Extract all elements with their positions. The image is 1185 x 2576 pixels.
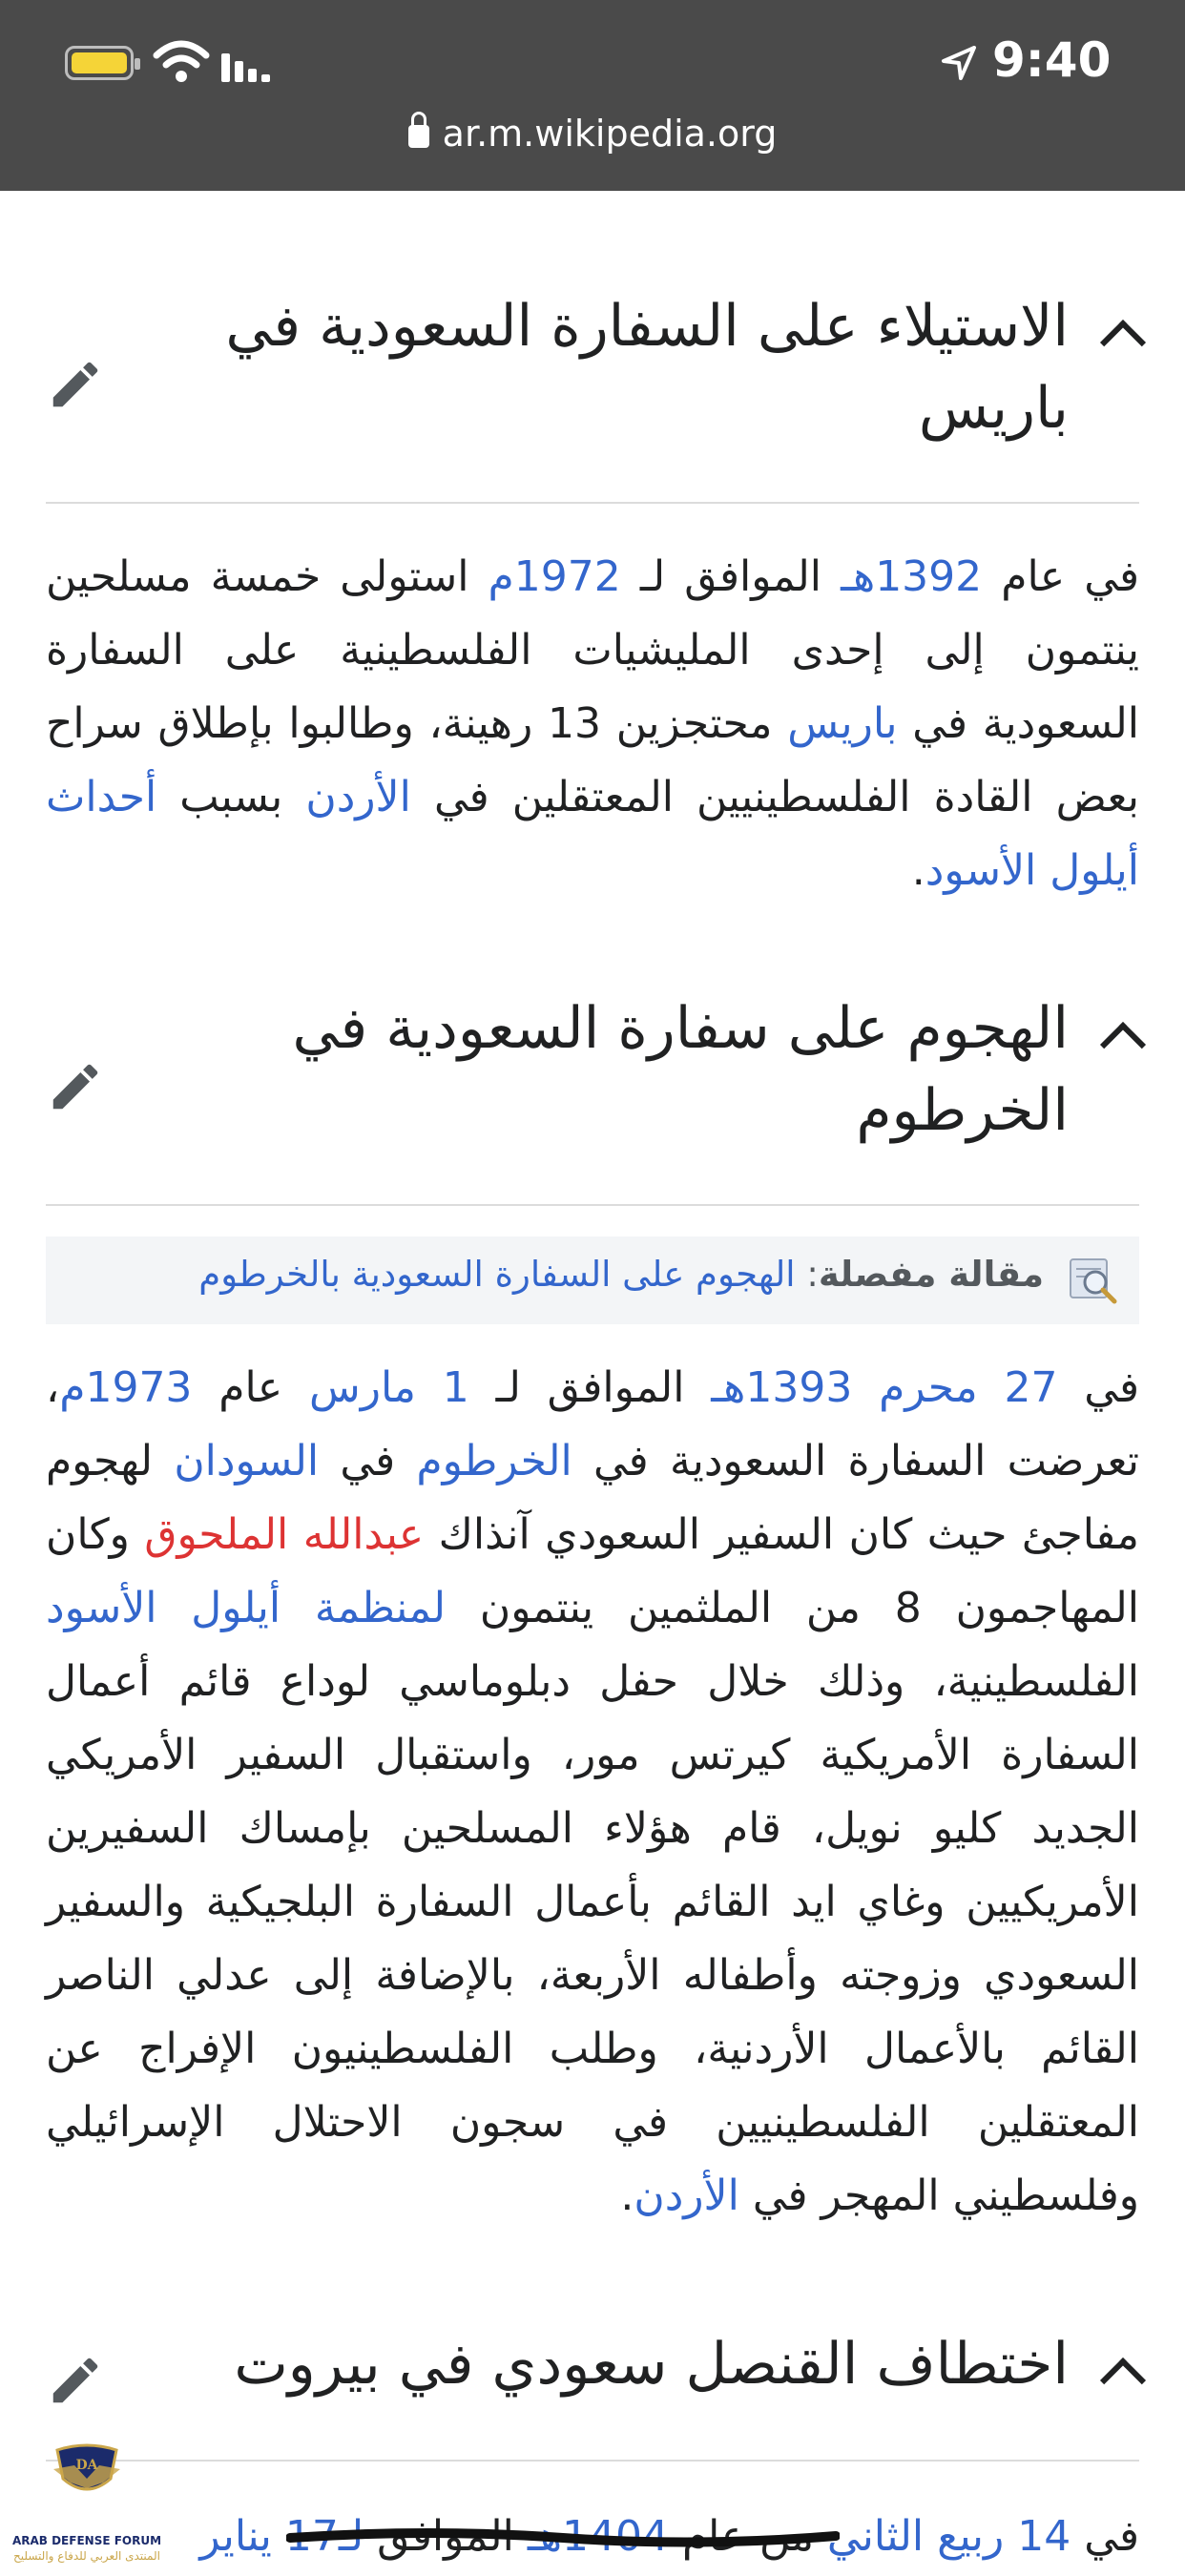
link-1973[interactable]: 1973م [59, 1363, 193, 1412]
collapse-chevron-icon[interactable] [1100, 320, 1146, 365]
collapse-chevron-icon[interactable] [1100, 1022, 1146, 1068]
watermark-title: ARAB DEFENSE FORUM [11, 2534, 162, 2547]
link-17-january[interactable]: لـ17 يناير [199, 2512, 364, 2561]
hatnote-link[interactable]: الهجوم على السفارة السعودية بالخرطوم [198, 1254, 796, 1295]
url-text: ar.m.wikipedia.org [442, 113, 778, 155]
link-1-march[interactable]: 1 مارس [308, 1363, 469, 1412]
section-heading-beirut[interactable] [46, 2324, 1139, 2462]
eagle-shield-icon [53, 2441, 120, 2503]
article-content [0, 191, 1185, 2565]
section-title: اختطاف القنصل سعودي في بيروت [234, 2331, 1069, 2398]
link-jordan[interactable]: الأردن [305, 773, 411, 821]
hatnote-text: مقالة مفصلة: الهجوم على السفارة السعودية بالخرطوم [198, 1254, 1044, 1295]
wifi-icon [153, 38, 210, 84]
link-1392h[interactable]: 1392هـ [841, 552, 983, 601]
edit-pencil-icon[interactable] [46, 355, 105, 414]
battery-icon [65, 46, 134, 80]
clock: 9:40 [992, 32, 1112, 88]
edit-pencil-icon[interactable] [46, 1057, 105, 1116]
link-black-september-events[interactable]: أحداث أيلول الأسود [46, 773, 1139, 895]
watermark-logo [6, 2433, 168, 2565]
lock-icon [408, 125, 429, 148]
main-article-icon [1067, 1254, 1120, 1307]
main-article-hatnote [46, 1236, 1139, 1324]
link-paris[interactable]: باريس [787, 699, 898, 748]
link-1393h[interactable]: 1393هـ [711, 1363, 853, 1412]
svg-text:DA: DA [75, 2458, 98, 2473]
link-khartoum[interactable]: الخرطوم [416, 1437, 572, 1485]
scribble-overlay [286, 2526, 840, 2547]
address-bar[interactable] [0, 113, 1185, 155]
link-jordan[interactable]: الأردن [634, 2171, 739, 2220]
link-sudan[interactable]: السودان [174, 1437, 320, 1485]
section-heading-khartoum[interactable] [46, 988, 1139, 1206]
cellular-signal-icon [221, 53, 275, 82]
paragraph-paris: في عام 1392هـ الموافق لـ 1972م استولى خمسة مسلحين ينتمون إلى إحدى المليشيات الفلسطينية على السفارة السعودية في باريس محتجزين 13 رهينة، وطالبوا بإطلاق سراح بعض القادة الفلسطينيين المعتقلين في الأردن بسبب أحداث أيلول الأسود. [46, 552, 1140, 895]
redlink-abdullah-almalhouq[interactable]: عبدالله الملحوق [144, 1510, 425, 1559]
link-black-september-organization[interactable]: لمنظمة أيلول الأسود [46, 1584, 447, 1632]
section-heading-paris[interactable] [46, 286, 1139, 504]
link-1972[interactable]: 1972م [488, 552, 621, 601]
section-title-line2: الخرطوم [856, 1077, 1069, 1144]
paragraph-khartoum: في 27 محرم 1393هـ الموافق لـ 1 مارس عام 1973م، تعرضت السفارة السعودية في الخرطوم في السودان لهجوم مفاجئ حيث كان السفير السعودي آنذاك عبدالله الملحوق وكان المهاجمون 8 من الملثمين ينتمون لمنظمة أيلول الأسود الفلسطينية، وذلك خلال حفل دبلوماسي لوداع قائم أعمال السفارة الأمريكية كيرتس مور، واستقبال السفير الأمريكي الجديد كليو نويل، قام هؤلاء المسلحين بإمساك السفيرين الأمريكيين وغاي ايد القائم بأعمال السفارة البلجيكية والسفير السعودي وزوجته وأطفاله الأربعة، بالإضافة إلى عدلي الناصر القائم بالأعمال الأردنية، وطلب الفلسطينيون الإفراج عن المعتقلين الفلسطينيين في سجون الاحتلال الإسرائيلي وفلسطيني المهجر في الأردن. [46, 1363, 1140, 2220]
link-14-rabi-al-thani[interactable]: 14 ربيع الثاني [826, 2512, 1071, 2561]
edit-pencil-icon[interactable] [46, 2351, 105, 2410]
browser-top-bar [0, 0, 1185, 191]
section-title-line2: باريس [918, 375, 1069, 442]
section-title: الهجوم على سفارة السعودية في [292, 995, 1069, 1062]
section-title: الاستيلاء على السفارة السعودية في [225, 293, 1069, 360]
watermark-subtitle: المنتدى العربي للدفاع والتسليح [13, 2549, 160, 2563]
collapse-chevron-icon[interactable] [1100, 2358, 1146, 2403]
link-27-muharram[interactable]: 27 محرم [879, 1363, 1058, 1412]
link-1404h[interactable]: 1404هـ [527, 2512, 669, 2561]
paragraph-beirut: في 14 ربيع الثاني من عام 1404هـ الموافق لـ17 يناير [199, 2512, 1139, 2561]
location-arrow-icon [940, 44, 978, 82]
